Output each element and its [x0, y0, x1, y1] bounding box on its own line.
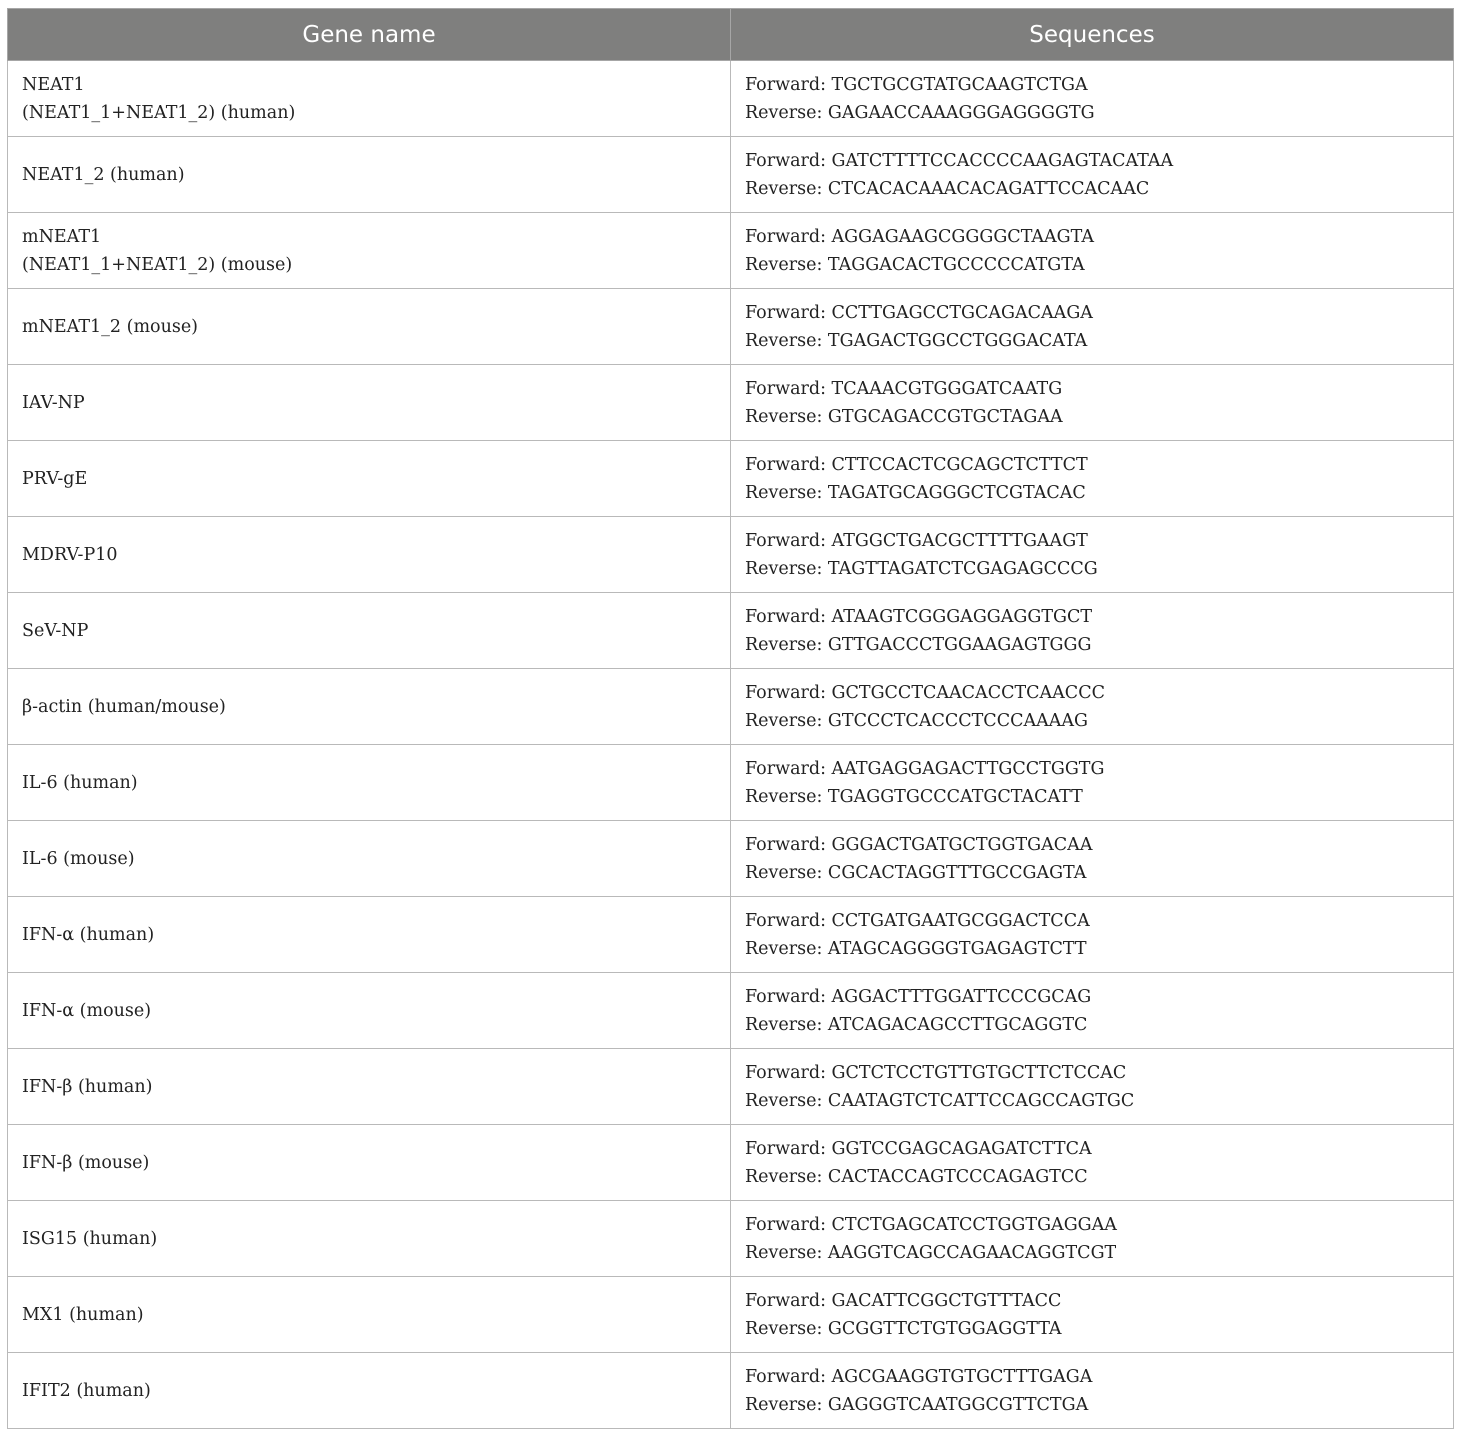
table-row: [8, 289, 1454, 365]
primer-table-container: [7, 8, 1453, 1429]
reverse-primer: Reverse: TAGATGCAGGGCTCGTACAC: [745, 482, 1086, 503]
reverse-primer: Reverse: GTCCCTCACCCTCCCAAAAG: [745, 710, 1089, 731]
forward-primer: Forward: GATCTTTTCCACCCCAAGAGTACATAA: [745, 150, 1174, 171]
sequences-cell: [731, 213, 1454, 289]
gene-name-cell: [8, 669, 731, 745]
table-row: [8, 1353, 1454, 1429]
table-row: [8, 1125, 1454, 1201]
reverse-primer: Reverse: ATCAGACAGCCTTGCAGGTC: [745, 1014, 1088, 1035]
gene-name-cell: [8, 1201, 731, 1277]
gene-name-text: SeV-NP: [22, 620, 89, 641]
gene-name-cell: [8, 821, 731, 897]
forward-primer: Forward: AATGAGGAGACTTGCCTGGTG: [745, 758, 1105, 779]
gene-name-cell: [8, 289, 731, 365]
gene-name-text: ISG15 (human): [22, 1228, 158, 1249]
sequences-cell: [731, 517, 1454, 593]
table-row: [8, 593, 1454, 669]
gene-name-cell: [8, 365, 731, 441]
gene-name-text: IL-6 (mouse): [22, 848, 135, 869]
reverse-primer: Reverse: TAGTTAGATCTCGAGAGCCCG: [745, 558, 1098, 579]
gene-name-text: IL-6 (human): [22, 772, 138, 793]
sequences-cell: [731, 745, 1454, 821]
gene-name-cell: [8, 213, 731, 289]
sequences-cell: [731, 61, 1454, 137]
sequences-cell: [731, 973, 1454, 1049]
forward-primer: Forward: GACATTCGGCTGTTTACC: [745, 1290, 1062, 1311]
table-row: [8, 973, 1454, 1049]
forward-primer: Forward: AGGACTTTGGATTCCCGCAG: [745, 986, 1092, 1007]
gene-name-text: (NEAT1_1+NEAT1_2) (mouse): [22, 254, 293, 275]
sequences-cell: [731, 821, 1454, 897]
gene-name-cell: [8, 897, 731, 973]
table-row: [8, 213, 1454, 289]
table-row: [8, 365, 1454, 441]
sequences-cell: [731, 1277, 1454, 1353]
gene-name-cell: [8, 441, 731, 517]
forward-primer: Forward: CCTGATGAATGCGGACTCCA: [745, 910, 1090, 931]
table-row: [8, 1049, 1454, 1125]
reverse-primer: Reverse: AAGGTCAGCCAGAACAGGTCGT: [745, 1242, 1117, 1263]
reverse-primer: Reverse: GTTGACCCTGGAAGAGTGGG: [745, 634, 1092, 655]
reverse-primer: Reverse: GAGGGTCAATGGCGTTCTGA: [745, 1394, 1089, 1415]
table-row: [8, 137, 1454, 213]
forward-primer: Forward: TGCTGCGTATGCAAGTCTGA: [745, 74, 1088, 95]
gene-name-cell: [8, 517, 731, 593]
reverse-primer: Reverse: CTCACACAAACACAGATTCCACAAC: [745, 178, 1150, 199]
sequences-cell: [731, 1353, 1454, 1429]
sequences-cell: [731, 1125, 1454, 1201]
forward-primer: Forward: AGGAGAAGCGGGGCTAAGTA: [745, 226, 1095, 247]
table-header: [8, 9, 1454, 61]
header-sequences: Sequences: [731, 9, 1454, 61]
reverse-primer: Reverse: GTGCAGACCGTGCTAGAA: [745, 406, 1063, 427]
gene-name-text: MDRV-P10: [22, 544, 118, 565]
table-row: [8, 1277, 1454, 1353]
gene-name-cell: [8, 1125, 731, 1201]
sequences-cell: [731, 669, 1454, 745]
gene-name-text: IFN-α (mouse): [22, 1000, 152, 1021]
sequences-cell: [731, 1201, 1454, 1277]
reverse-primer: Reverse: TGAGGTGCCCATGCTACATT: [745, 786, 1083, 807]
table-row: [8, 821, 1454, 897]
gene-name-cell: [8, 973, 731, 1049]
gene-name-text: IFIT2 (human): [22, 1380, 151, 1401]
sequences-cell: [731, 289, 1454, 365]
gene-name-cell: [8, 1277, 731, 1353]
gene-name-text: mNEAT1_2 (mouse): [22, 316, 199, 337]
table-row: [8, 897, 1454, 973]
gene-name-cell: [8, 745, 731, 821]
forward-primer: Forward: CTCTGAGCATCCTGGTGAGGAA: [745, 1214, 1117, 1235]
reverse-primer: Reverse: CGCACTAGGTTTGCCGAGTA: [745, 862, 1087, 883]
forward-primer: Forward: TCAAACGTGGGATCAATG: [745, 378, 1063, 399]
reverse-primer: Reverse: TGAGACTGGCCTGGGACATA: [745, 330, 1088, 351]
header-row: [8, 9, 1454, 61]
sequences-cell: [731, 137, 1454, 213]
header-gene-name: Gene name: [8, 9, 731, 61]
table-row: [8, 745, 1454, 821]
table-row: [8, 517, 1454, 593]
gene-name-text: IFN-β (mouse): [22, 1152, 150, 1173]
forward-primer: Forward: CCTTGAGCCTGCAGACAAGA: [745, 302, 1093, 323]
gene-name-cell: [8, 61, 731, 137]
sequences-cell: [731, 593, 1454, 669]
sequences-cell: [731, 1049, 1454, 1125]
reverse-primer: Reverse: TAGGACACTGCCCCCATGTA: [745, 254, 1085, 275]
table-body: [8, 61, 1454, 1429]
gene-name-text: IFN-β (human): [22, 1076, 153, 1097]
sequences-cell: [731, 441, 1454, 517]
gene-name-text: β-actin (human/mouse): [22, 696, 226, 717]
gene-name-cell: [8, 137, 731, 213]
gene-name-text: NEAT1: [22, 74, 85, 95]
reverse-primer: Reverse: GAGAACCAAAGGGAGGGGTG: [745, 102, 1095, 123]
reverse-primer: Reverse: CAATAGTCTCATTCCAGCCAGTGC: [745, 1090, 1135, 1111]
sequences-cell: [731, 365, 1454, 441]
forward-primer: Forward: ATGGCTGACGCTTTTGAAGT: [745, 530, 1088, 551]
reverse-primer: Reverse: CACTACCAGTCCCAGAGTCC: [745, 1166, 1088, 1187]
forward-primer: Forward: GGTCCGAGCAGAGATCTTCA: [745, 1138, 1092, 1159]
forward-primer: Forward: GGGACTGATGCTGGTGACAA: [745, 834, 1093, 855]
primer-table: [7, 8, 1454, 1429]
forward-primer: Forward: AGCGAAGGTGTGCTTTGAGA: [745, 1366, 1093, 1387]
table-row: [8, 61, 1454, 137]
gene-name-text: IAV-NP: [22, 392, 85, 413]
gene-name-text: PRV-gE: [22, 468, 88, 489]
gene-name-text: MX1 (human): [22, 1304, 144, 1325]
gene-name-cell: [8, 593, 731, 669]
table-row: [8, 669, 1454, 745]
gene-name-text: NEAT1_2 (human): [22, 164, 185, 185]
gene-name-cell: [8, 1049, 731, 1125]
table-row: [8, 441, 1454, 517]
reverse-primer: Reverse: ATAGCAGGGGTGAGAGTCTT: [745, 938, 1087, 959]
gene-name-text: mNEAT1: [22, 226, 102, 247]
gene-name-text: IFN-α (human): [22, 924, 155, 945]
forward-primer: Forward: ATAAGTCGGGAGGAGGTGCT: [745, 606, 1093, 627]
table-row: [8, 1201, 1454, 1277]
gene-name-cell: [8, 1353, 731, 1429]
reverse-primer: Reverse: GCGGTTCTGTGGAGGTTA: [745, 1318, 1062, 1339]
forward-primer: Forward: GCTGCCTCAACACCTCAACCC: [745, 682, 1105, 703]
sequences-cell: [731, 897, 1454, 973]
forward-primer: Forward: GCTCTCCTGTTGTGCTTCTCCAC: [745, 1062, 1127, 1083]
forward-primer: Forward: CTTCCACTCGCAGCTCTTCT: [745, 454, 1088, 475]
gene-name-text: (NEAT1_1+NEAT1_2) (human): [22, 102, 296, 123]
